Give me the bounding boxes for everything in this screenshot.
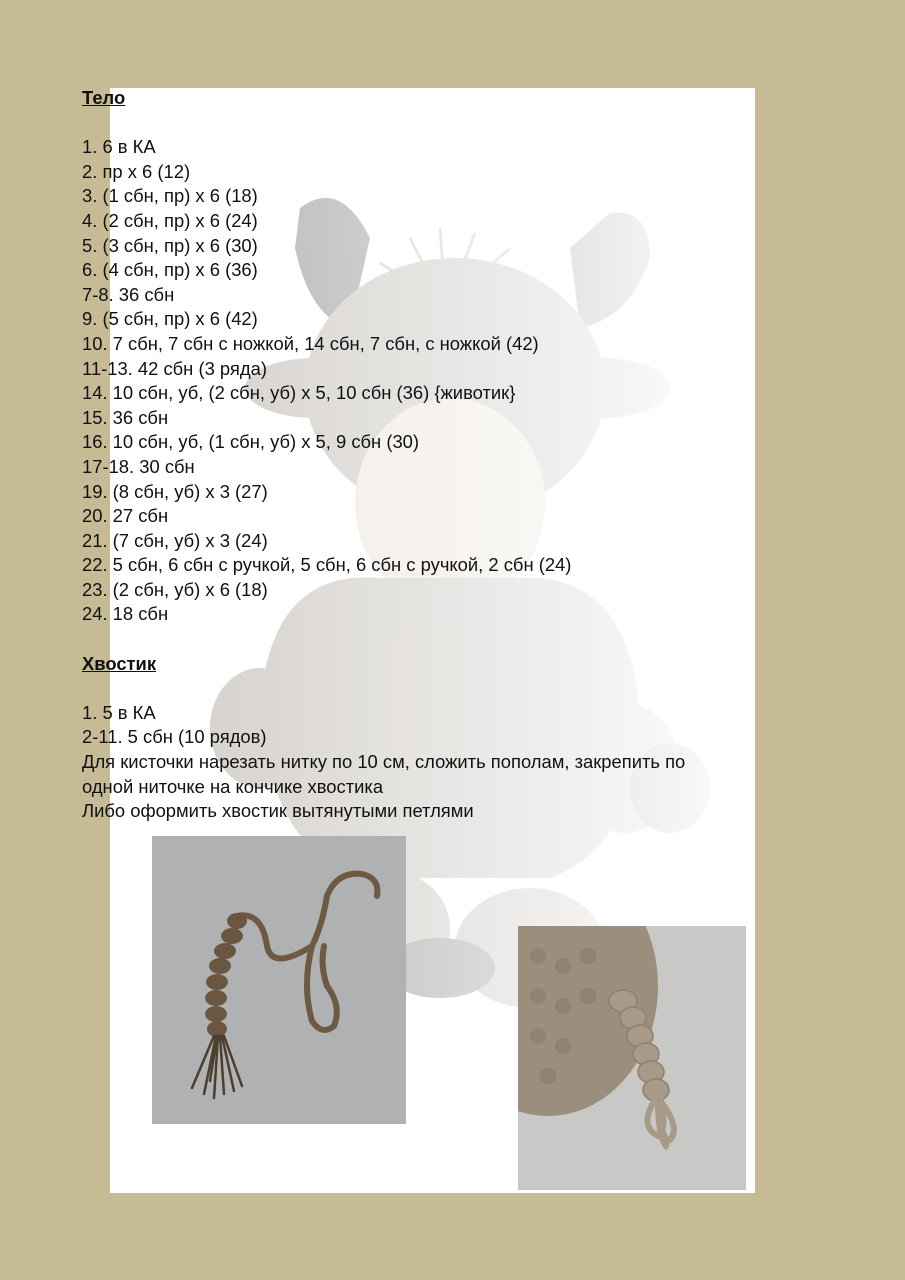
tail-note: Либо оформить хвостик вытянутыми петлями bbox=[82, 800, 474, 822]
tail-photo-attached bbox=[518, 926, 746, 1190]
row-line: 5. (3 сбн, пр) х 6 (30) bbox=[82, 234, 258, 256]
row-line: 14. 10 сбн, уб, (2 сбн, уб) х 5, 10 сбн (36) {животик} bbox=[82, 382, 516, 404]
body-section-title: Тело bbox=[82, 87, 126, 108]
row-line: 24. 18 сбн bbox=[82, 603, 169, 625]
row-line: 4. (2 сбн, пр) х 6 (24) bbox=[82, 209, 258, 231]
row-line: 21. (7 сбн, уб) х 3 (24) bbox=[82, 529, 268, 551]
row-line: 3. (1 сбн, пр) х 6 (18) bbox=[82, 185, 258, 207]
row-line: 19. (8 сбн, уб) х 3 (27) bbox=[82, 480, 268, 502]
row-line: 7-8. 36 сбн bbox=[82, 283, 175, 305]
row-line: 23. (2 сбн, уб) х 6 (18) bbox=[82, 578, 268, 600]
body-rows-list bbox=[82, 135, 802, 627]
row-line: 16. 10 сбн, уб, (1 сбн, уб) х 5, 9 сбн (30) bbox=[82, 431, 420, 453]
tail-rows-list bbox=[82, 701, 802, 750]
row-line: 15. 36 сбн bbox=[82, 406, 169, 428]
row-line: 11-13. 42 сбн (3 ряда) bbox=[82, 357, 267, 379]
row-line: 17-18. 30 сбн bbox=[82, 455, 195, 477]
tail-photo-flat bbox=[152, 836, 406, 1124]
row-line: 22. 5 сбн, 6 сбн с ручкой, 5 сбн, 6 сбн с ручкой, 2 сбн (24) bbox=[82, 554, 572, 576]
row-line: 2-11. 5 сбн (10 рядов) bbox=[82, 726, 267, 748]
row-line: 9. (5 сбн, пр) х 6 (42) bbox=[82, 308, 258, 330]
pattern-text bbox=[82, 86, 802, 824]
tail-section-title: Хвостик bbox=[82, 652, 157, 674]
row-line: 1. 6 в КА bbox=[82, 136, 156, 158]
row-line: 10. 7 сбн, 7 сбн с ножкой, 14 сбн, 7 сбн, с ножкой (42) bbox=[82, 332, 539, 354]
row-line: 20. 27 сбн bbox=[82, 505, 169, 527]
row-line: 1. 5 в КА bbox=[82, 701, 156, 723]
row-line: 2. пр х 6 (12) bbox=[82, 160, 191, 182]
tail-note: одной ниточке на кончике хвостика bbox=[82, 775, 384, 797]
tail-note: Для кисточки нарезать нитку по 10 см, сложить пополам, закрепить по bbox=[82, 751, 686, 773]
row-line: 6. (4 сбн, пр) х 6 (36) bbox=[82, 259, 258, 281]
